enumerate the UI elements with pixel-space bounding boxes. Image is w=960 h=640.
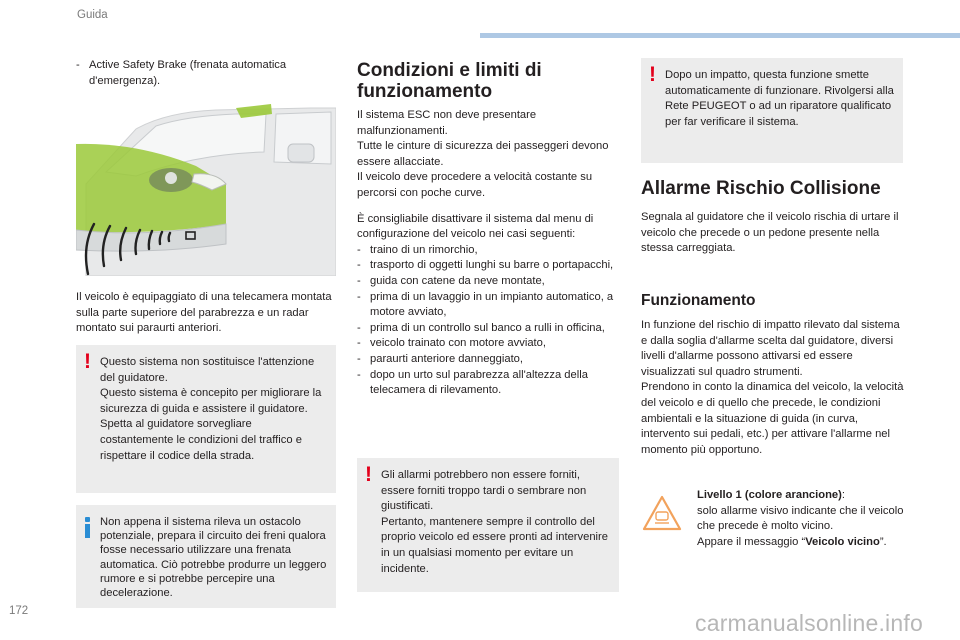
header-section-label: Guida [77, 9, 108, 21]
level1-text: solo allarme visivo indicante che il veicolo che precede è molto vicino. [697, 504, 904, 533]
level1-colon: : [841, 489, 845, 501]
collision-intro: Segnala al guidatore che il veicolo rischia di urtare il veicolo che precede o un pedone presente nella stessa carreggiata. [641, 211, 899, 255]
header-accent-bar [480, 33, 960, 38]
funzionamento-text [641, 318, 905, 458]
warning-line: Gli allarmi potrebbero non essere forniti, essere forniti troppo tardi o sembrare non giustificati. [381, 469, 587, 513]
conditions-line: Il sistema ESC non deve presentare malfunzionamenti. [357, 109, 537, 137]
list-item: - traino di un rimorchio, [357, 243, 621, 259]
subsection-title-funzionamento: Funzionamento [641, 292, 756, 309]
warning-box-3 [641, 58, 903, 163]
list-item: - paraurti anteriore danneggiato, [357, 352, 621, 368]
info-text: Non appena il sistema rileva un ostacolo potenziale, prepara il circuito dei freni qualora fosse necessario utilizzare una frenata automatica. Ciò potrebbe produrre un leggero rumore e si potrebbe percepire una decelerazione. [100, 516, 327, 600]
funzionamento-para: Prendono in conto la dinamica del veicolo, la velocità del veicolo e di quello che precede, le condizioni ambientali e la situazione di guida (in curva, intervento sui pedali, etc.) per attivare l'allarme nel momento più opportuno. [641, 381, 904, 456]
list-item: - trasporto di oggetti lunghi su barre o portapacchi, [357, 258, 621, 274]
van-front-camera-radar-illustration [76, 104, 336, 276]
info-box [76, 505, 336, 608]
level1-label: Livello 1 (colore arancione) [697, 489, 842, 501]
level1-msg-suffix: ”. [879, 535, 887, 548]
list-item: - dopo un urto sul parabrezza all'altezza della telecamera di rilevamento. [357, 368, 621, 399]
exclamation-icon: ! [365, 463, 372, 486]
funzionamento-para: In funzione del rischio di impatto rilevato dal sistema e dalla soglia d'allarme scelta dal guidatore, diversi livelli d'allarme possono attivarsi ed essere visualizzati sul quadro strumenti. [641, 319, 900, 378]
section-title-collision: Allarme Rischio Collisione [641, 178, 881, 199]
list-item: - prima di un lavaggio in un impianto automatico, a motore avviato, [357, 290, 621, 321]
list-item: - Active Safety Brake (frenata automatica d'emergenza). [76, 58, 338, 89]
level1-msg-prefix: Appare il messaggio “ [697, 535, 806, 548]
level1-block [697, 488, 905, 550]
conditions-text [357, 108, 621, 399]
warning-text: Dopo un impatto, questa funzione smette automaticamente di funzionare. Rivolgersi alla Rete PEUGEOT o ad un riparatore qualificato per far verificare il sistema. [665, 69, 894, 128]
warning-box-1 [76, 345, 336, 493]
warning-line: Questo sistema è concepito per migliorare la sicurezza di guida e assistere il guidatore. [100, 387, 322, 415]
warning-line: Spetta al guidatore sorvegliare costantemente le condizioni del traffico e rispettare il codice della strada. [100, 418, 302, 462]
col1-body-text: Il veicolo è equipaggiato di una telecamera montata sulla parte superiore del parabrezza e un radar montato sui paraurti anteriori. [76, 291, 332, 335]
list-item: - guida con catene da neve montate, [357, 274, 621, 290]
list-item: - prima di un controllo sul banco a rulli in officina, [357, 321, 621, 337]
warning-line: Pertanto, mantenere sempre il controllo del proprio veicolo ed essere pronti ad intervenire in un qualsiasi momento per evitare un incidente. [381, 515, 608, 575]
watermark: carmanualsonline.info [695, 610, 923, 636]
level1-msg-strong: Veicolo vicino [805, 535, 880, 548]
exclamation-icon: ! [84, 350, 91, 373]
page-number: 172 [9, 605, 29, 617]
list-item: - veicolo trainato con motore avviato, [357, 336, 621, 352]
section-title-conditions: Condizioni e limiti di funzionamento [357, 60, 542, 102]
conditions-line: Il veicolo deve procedere a velocità costante su percorsi con poche curve. [357, 171, 593, 199]
exclamation-icon: ! [649, 63, 656, 86]
collision-warning-triangle-icon [641, 494, 683, 532]
info-icon [85, 517, 90, 537]
intro-bullet-block [76, 58, 338, 89]
warning-box-2 [357, 458, 619, 592]
van-photo-icon [76, 104, 336, 276]
conditions-intro: È consigliabile disattivare il sistema dal menu di configurazione del veicolo nei casi seguenti: [357, 212, 594, 241]
warning-line: Questo sistema non sostituisce l'attenzione del guidatore. [100, 356, 315, 384]
conditions-line: Tutte le cinture di sicurezza dei passeggeri devono essere allacciate. [357, 140, 609, 168]
